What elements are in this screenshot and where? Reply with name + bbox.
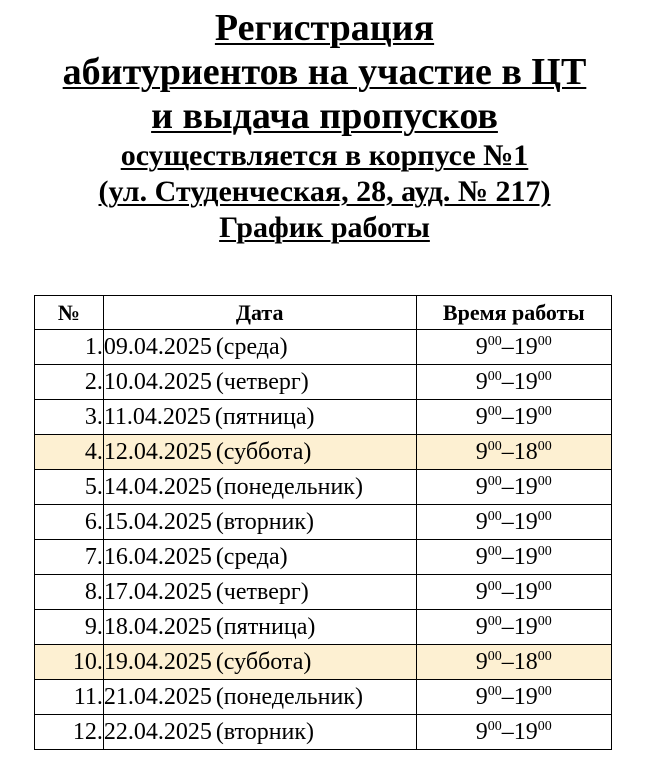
time-separator: – [501,613,514,640]
row-date-cell [103,540,416,575]
row-work-time [416,610,611,645]
start-minutes: 00 [487,683,502,699]
time-separator: – [501,333,514,360]
schedule-table [34,295,612,750]
row-date: 22.04.2025 [103,718,212,745]
row-date: 11.04.2025 [103,403,211,430]
row-date: 17.04.2025 [103,578,212,605]
row-work-time [416,435,611,470]
start-hour: 9 [475,718,488,745]
start-minutes: 00 [487,438,502,454]
row-weekday: (среда) [215,333,288,360]
table-row [35,645,612,680]
end-minutes: 00 [537,613,552,629]
time-separator: – [501,473,514,500]
row-date: 15.04.2025 [103,508,212,535]
row-number: 2. [35,365,104,400]
row-work-time [416,470,611,505]
table-row [35,540,612,575]
start-hour: 9 [475,473,488,500]
row-date: 12.04.2025 [103,438,212,465]
row-work-time [416,575,611,610]
end-minutes: 00 [537,473,552,489]
row-weekday: (четверг) [215,578,309,605]
time-separator: – [501,508,514,535]
row-work-time [416,505,611,540]
end-hour: 19 [513,578,538,605]
row-date-cell [103,645,416,680]
start-minutes: 00 [487,508,502,524]
start-hour: 9 [475,403,488,430]
start-minutes: 00 [487,648,502,664]
table-row [35,575,612,610]
row-number: 9. [35,610,104,645]
row-date-cell [103,505,416,540]
schedule-table-body [35,330,612,750]
end-minutes: 00 [537,368,552,384]
row-date-cell [103,435,416,470]
page-title-line-3: и выдача пропусков [151,95,498,137]
table-row [35,330,612,365]
table-row [35,365,612,400]
start-hour: 9 [475,368,488,395]
row-date: 18.04.2025 [103,613,212,640]
row-date: 10.04.2025 [103,368,212,395]
start-hour: 9 [475,543,488,570]
row-date: 09.04.2025 [103,333,212,360]
table-row [35,470,612,505]
end-hour: 19 [513,718,538,745]
end-minutes: 00 [537,508,552,524]
row-number: 7. [35,540,104,575]
row-number: 6. [35,505,104,540]
end-hour: 18 [513,438,538,465]
end-hour: 19 [513,543,538,570]
end-minutes: 00 [537,648,552,664]
row-number: 10. [35,645,104,680]
end-hour: 19 [513,508,538,535]
row-number: 4. [35,435,104,470]
end-minutes: 00 [537,578,552,594]
row-weekday: (вторник) [215,508,315,535]
page-header [0,6,649,246]
table-row [35,680,612,715]
end-minutes: 00 [537,333,552,349]
start-minutes: 00 [487,613,502,629]
row-weekday: (суббота) [215,438,312,465]
row-date: 16.04.2025 [103,543,212,570]
start-hour: 9 [475,578,488,605]
row-date-cell [103,715,416,750]
page-title-line-1: Регистрация [214,7,435,49]
row-date: 19.04.2025 [103,648,212,675]
row-number: 1. [35,330,104,365]
row-number: 5. [35,470,104,505]
row-date-cell [103,575,416,610]
row-date-cell [103,470,416,505]
row-number: 12. [35,715,104,750]
row-weekday: (четверг) [215,368,309,395]
row-date: 14.04.2025 [103,473,212,500]
end-hour: 18 [513,648,538,675]
row-work-time [416,400,611,435]
schedule-title: График работы [219,211,430,244]
end-minutes: 00 [537,718,552,734]
row-date-cell [103,680,416,715]
row-weekday: (суббота) [215,648,312,675]
start-minutes: 00 [487,473,502,489]
row-work-time [416,365,611,400]
end-hour: 19 [513,403,538,430]
table-row [35,610,612,645]
end-minutes: 00 [537,438,552,454]
start-minutes: 00 [487,333,502,349]
location-line-2: (ул. Студенческая, 28, ауд. № 217) [98,175,551,208]
location-line-1: осуществляется в корпусе №1 [120,139,529,172]
time-separator: – [501,683,514,710]
row-date: 21.04.2025 [103,683,212,710]
row-weekday: (понедельник) [215,473,363,500]
row-work-time [416,680,611,715]
start-minutes: 00 [487,718,502,734]
row-weekday: (вторник) [215,718,315,745]
row-date-cell [103,365,416,400]
time-separator: – [501,648,514,675]
start-hour: 9 [475,613,488,640]
start-hour: 9 [475,683,488,710]
start-hour: 9 [475,333,488,360]
row-date-cell [103,610,416,645]
row-work-time [416,715,611,750]
time-separator: – [501,578,514,605]
end-minutes: 00 [537,543,552,559]
end-hour: 19 [513,613,538,640]
time-separator: – [501,368,514,395]
start-minutes: 00 [487,403,502,419]
column-header-time: Время работы [416,296,611,330]
row-number: 8. [35,575,104,610]
row-weekday: (пятница) [215,613,316,640]
column-header-date: Дата [103,296,416,330]
row-weekday: (понедельник) [215,683,363,710]
row-number: 3. [35,400,104,435]
row-work-time [416,645,611,680]
start-minutes: 00 [487,543,502,559]
column-header-num: № [35,296,104,330]
start-hour: 9 [475,648,488,675]
table-row [35,435,612,470]
end-hour: 19 [513,683,538,710]
row-work-time [416,330,611,365]
start-minutes: 00 [487,368,502,384]
table-header-row [35,296,612,330]
start-hour: 9 [475,438,488,465]
table-row [35,400,612,435]
row-weekday: (пятница) [214,403,315,430]
end-hour: 19 [513,473,538,500]
time-separator: – [501,438,514,465]
row-date-cell [103,400,416,435]
end-hour: 19 [513,333,538,360]
time-separator: – [501,543,514,570]
table-row [35,715,612,750]
row-date-cell [103,330,416,365]
start-hour: 9 [475,508,488,535]
end-hour: 19 [513,368,538,395]
table-row [35,505,612,540]
start-minutes: 00 [487,578,502,594]
row-work-time [416,540,611,575]
time-separator: – [501,403,514,430]
row-number: 11. [35,680,104,715]
end-minutes: 00 [537,403,552,419]
time-separator: – [501,718,514,745]
end-minutes: 00 [537,683,552,699]
row-weekday: (среда) [215,543,288,570]
page-title-line-2: абитуриентов на участие в ЦТ [62,51,587,93]
